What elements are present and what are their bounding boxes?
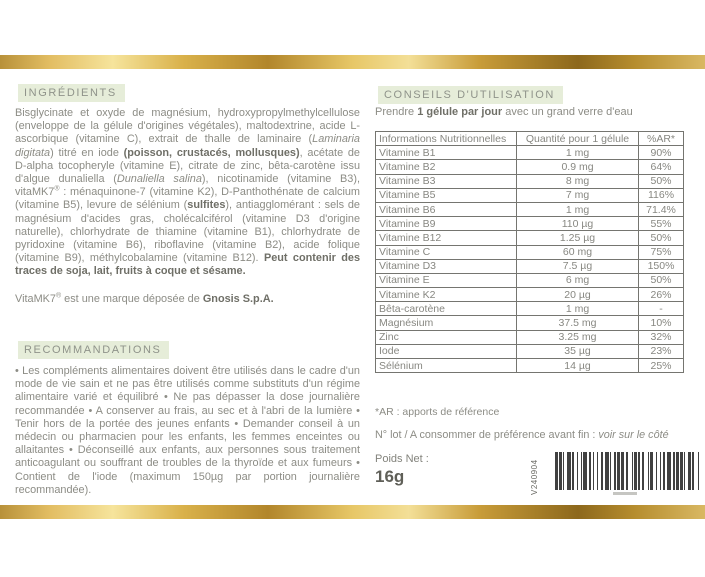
barcode-gap [699,452,702,490]
right-column [375,86,705,506]
nutrition-row [376,174,684,188]
text-run: , acétate de D-alpha tocopheryle (vitamine E), citrate de zinc, bêta-carotène issu d'algue dunaliella ( [15,146,360,186]
nutrient-quantity: 7 mg [517,188,639,202]
nutrient-ar: 26% [639,288,684,302]
reference-footnote: *AR : apports de référence [375,406,500,418]
nutrient-quantity: 0.9 mg [517,160,639,174]
nutrient-quantity: 1 mg [517,302,639,316]
text-run: (poisson, crustacés, mollusques) [123,146,300,159]
nutrient-name: Vitamine C [376,245,517,259]
text-run: ® [54,185,60,193]
nutrient-quantity: 1 mg [517,146,639,160]
text-run: ® [55,292,62,300]
nutrient-name: Vitamine D3 [376,259,517,273]
left-column [15,84,360,504]
nutrient-name: Vitamine B3 [376,174,517,188]
nutrition-row [376,344,684,358]
nutrient-ar: 116% [639,188,684,202]
nutrient-quantity: 8 mg [517,174,639,188]
nutrient-name: Magnésium [376,316,517,330]
nutrient-ar: 71.4% [639,202,684,216]
nutrient-ar: 25% [639,359,684,373]
nutrient-name: Bêta-carotène [376,302,517,316]
nutrition-row [376,217,684,231]
nutrient-name: Zinc [376,330,517,344]
nutrition-table [375,131,684,373]
text-run: Bisglycinate et oxyde de magnésium, hydroxypropylmethylcellulose (enveloppe de la gélule d'origines végétales), maltodextrine, acide L-ascorbique (vitamine C), extrait de thalle de laminaire ( [15,107,360,146]
nutrition-header-row [376,132,684,146]
text-run: ) titré en iode [50,146,124,159]
lot-line [375,429,705,442]
usage-instruction [375,106,705,119]
text-run: ), antiagglomérant : sels de magnésium d'acides gras, cholécalciférol (vitamine D3 d'origine naturelle), chlorhydrate de thiamine (vitamine B1), chlorhydrate de pyridoxine (vitamine B6), riboflavine (vitamine B2), acide folique (vitamine B9), méthylcobalamine (vitamine B12). [15,199,360,265]
nutrient-ar: 64% [639,160,684,174]
gold-bar-top [0,55,705,69]
nutrient-quantity: 35 µg [517,344,639,358]
nutrient-quantity: 3.25 mg [517,330,639,344]
nutrient-name: Sélénium [376,359,517,373]
nutrient-quantity: 60 mg [517,245,639,259]
nutrient-quantity: 14 µg [517,359,639,373]
nutrition-row [376,330,684,344]
nutrient-quantity: 1.25 µg [517,231,639,245]
nutrition-row [376,202,684,216]
nutrient-name: Iode [376,344,517,358]
nutrient-ar: 75% [639,245,684,259]
nutrient-quantity: 20 µg [517,288,639,302]
nutrition-row [376,188,684,202]
nutrient-quantity: 110 µg [517,217,639,231]
nutrient-ar: 90% [639,146,684,160]
text-run: Dunaliella salina [116,173,202,186]
recommendations-text [15,365,360,497]
nutrient-name: Vitamine K2 [376,288,517,302]
nutrient-ar: 50% [639,231,684,245]
nutrient-name: Vitamine E [376,273,517,287]
nutrient-ar: 32% [639,330,684,344]
nutrient-name: Vitamine B5 [376,188,517,202]
barcode [530,452,705,498]
trademark-note [15,293,360,306]
nutrient-quantity: 37.5 mg [517,316,639,330]
nutrition-row [376,231,684,245]
ingredients-text [15,107,360,279]
barcode-lot-code: V240904 [530,459,539,495]
nutrition-col-header: Informations Nutritionnelles [376,132,517,146]
nutrient-quantity: 6 mg [517,273,639,287]
nutrition-row [376,273,684,287]
text-run: Prendre [375,106,418,118]
nutrient-ar: 150% [639,259,684,273]
nutrition-col-header: %AR* [639,132,684,146]
nutrient-ar: 23% [639,344,684,358]
nutrient-name: Vitamine B12 [376,231,517,245]
nutrition-row [376,146,684,160]
nutrient-ar: - [639,302,684,316]
nutrient-ar: 55% [639,217,684,231]
nutrition-row [376,359,684,373]
text-run: • Les compléments alimentaires doivent être utilisés dans le cadre d'un mode de vie sain et ne pas être utilisés comme substituts d'un régime alimentaire varié et équilibré • Ne pas dépasser la dose journalière recommandée • A conserver au frais, au sec et à l'abri de la lumière • Tenir hors de la portée des jeunes enfants • Demander conseil à un médecin ou pharmacien pour les enfants, les femmes enceintes ou allaitantes • Déconseillé aux enfants, aux personnes sous traitement anticoagulant ou souffrant de troubles de la thyroïde et aux fumeurs • Contient de l'iode (maximum 150µg par portion journalière recommandée). [15,365,360,496]
nutrient-quantity: 1 mg [517,202,639,216]
text-run: Gnosis S.p.A. [202,293,274,305]
nutrition-row [376,316,684,330]
nutrient-ar: 50% [639,174,684,188]
text-run: Laminaria digitata [15,133,360,159]
text-run: N° lot / A consommer de préférence avant fin : [375,429,599,441]
nutrient-name: Vitamine B2 [376,160,517,174]
nutrition-col-header: Quantité pour 1 gélule [517,132,639,146]
nutrition-row [376,160,684,174]
nutrient-quantity: 7.5 µg [517,259,639,273]
text-run: Peut contenir des traces de soja, lait, fruits à coque et sésame. [15,252,361,278]
nutrition-row [376,302,684,316]
net-weight-label: Poids Net : [375,453,429,465]
nutrient-ar: 50% [639,273,684,287]
usage-heading: CONSEILS D'UTILISATION [378,86,563,104]
nutrition-row [376,288,684,302]
text-run: 1 gélule par jour [417,106,503,118]
barcode-subtext [613,492,637,495]
text-run: VitaMK7 [15,293,56,305]
net-weight-value: 16g [375,467,405,486]
text-run: est une marque déposée de [61,293,203,305]
nutrient-ar: 10% [639,316,684,330]
text-run: voir sur le côté [598,429,669,441]
text-run: : ménaquinone-7 (vitamine K2), D-Panthothénate de calcium (vitamine B5), levure de sélénium ( [15,186,360,212]
text-run: avec un grand verre d'eau [502,106,633,118]
nutrient-name: Vitamine B9 [376,217,517,231]
barcode-bars [555,452,703,490]
gold-bar-bottom [0,505,705,519]
nutrient-name: Vitamine B6 [376,202,517,216]
recommendations-heading: RECOMMANDATIONS [18,341,169,359]
text-run: ), nicotinamide (vitamine B3), vitaMK7 [15,173,361,199]
nutrition-row [376,259,684,273]
nutrient-name: Vitamine B1 [376,146,517,160]
nutrition-row [376,245,684,259]
ingredients-heading: INGRÉDIENTS [18,84,125,102]
text-run: sulfites [187,199,226,212]
